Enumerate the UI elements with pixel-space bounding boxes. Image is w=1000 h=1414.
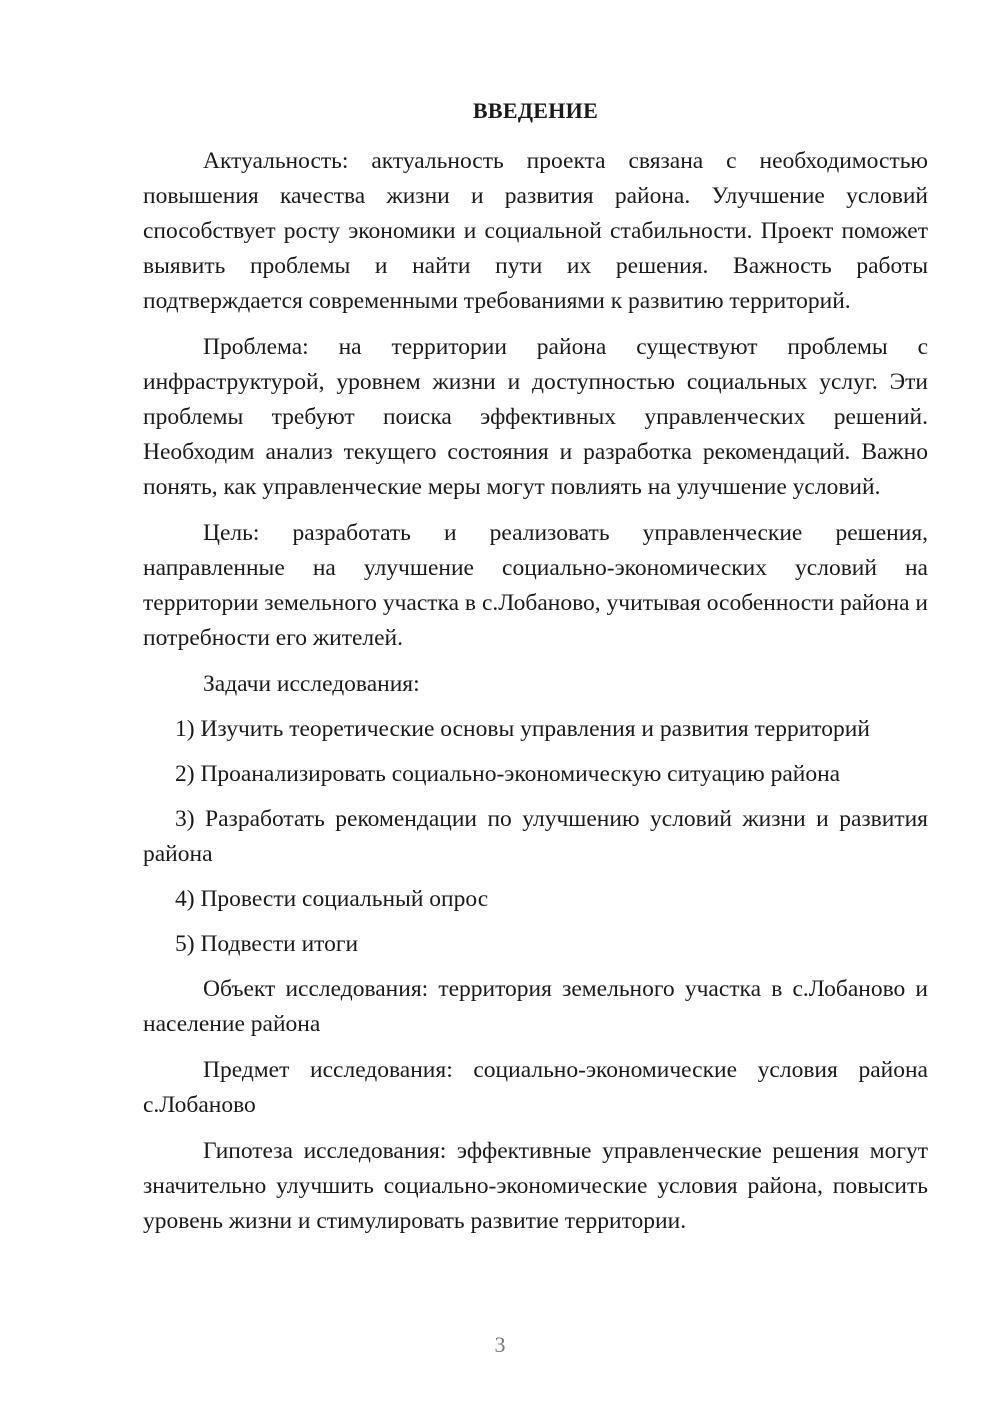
object-paragraph: Объект исследования: территория земельного участка в с.Лобаново и население района <box>143 976 928 1037</box>
document-page <box>143 96 928 1250</box>
page-number: 3 <box>494 1332 506 1357</box>
page-title: ВВЕДЕНИЕ <box>472 98 599 123</box>
hypothesis-paragraph: Гипотеза исследования: эффективные управленческие решения могут значительно улучшить социально-экономические условия района, повысить уровень жизни и стимулировать развитие территории. <box>143 1138 928 1234</box>
task-item: 5) Подвести итоги <box>175 931 359 957</box>
relevance-paragraph: Актуальность: актуальность проекта связана с необходимостью повышения качества жизни и развития района. Улучшение условий способствует росту экономики и социальной стабильности. Проект поможет выявить проблемы и найти пути их решения. Важность работы подтверждается современными требованиями к развитию территорий. <box>143 148 928 314</box>
subject-paragraph: Предмет исследования: социально-экономические условия района с.Лобаново <box>143 1057 928 1118</box>
problem-paragraph: Проблема: на территории района существуют проблемы с инфраструктурой, уровнем жизни и доступностью социальных услуг. Эти проблемы требуют поиска эффективных управленческих решений. Необходим анализ текущего состояния и разработка рекомендаций. Важно понять, как управленческие меры могут повлиять на улучшение условий. <box>143 334 928 500</box>
tasks-heading: Задачи исследования: <box>203 671 420 697</box>
task-item: 1) Изучить теоретические основы управления и развития территорий <box>175 716 870 742</box>
task-item: 2) Проанализировать социально-экономическую ситуацию района <box>175 761 841 787</box>
tasks-list <box>143 712 928 962</box>
goal-paragraph: Цель: разработать и реализовать управленческие решения, направленные на улучшение социально-экономических условий на территории земельного участка в с.Лобаново, учитывая особенности района и потребности его жителей. <box>143 520 928 651</box>
task-item: 4) Провести социальный опрос <box>175 886 489 912</box>
task-item: 3) Разработать рекомендации по улучшению условий жизни и развития района <box>143 806 928 867</box>
